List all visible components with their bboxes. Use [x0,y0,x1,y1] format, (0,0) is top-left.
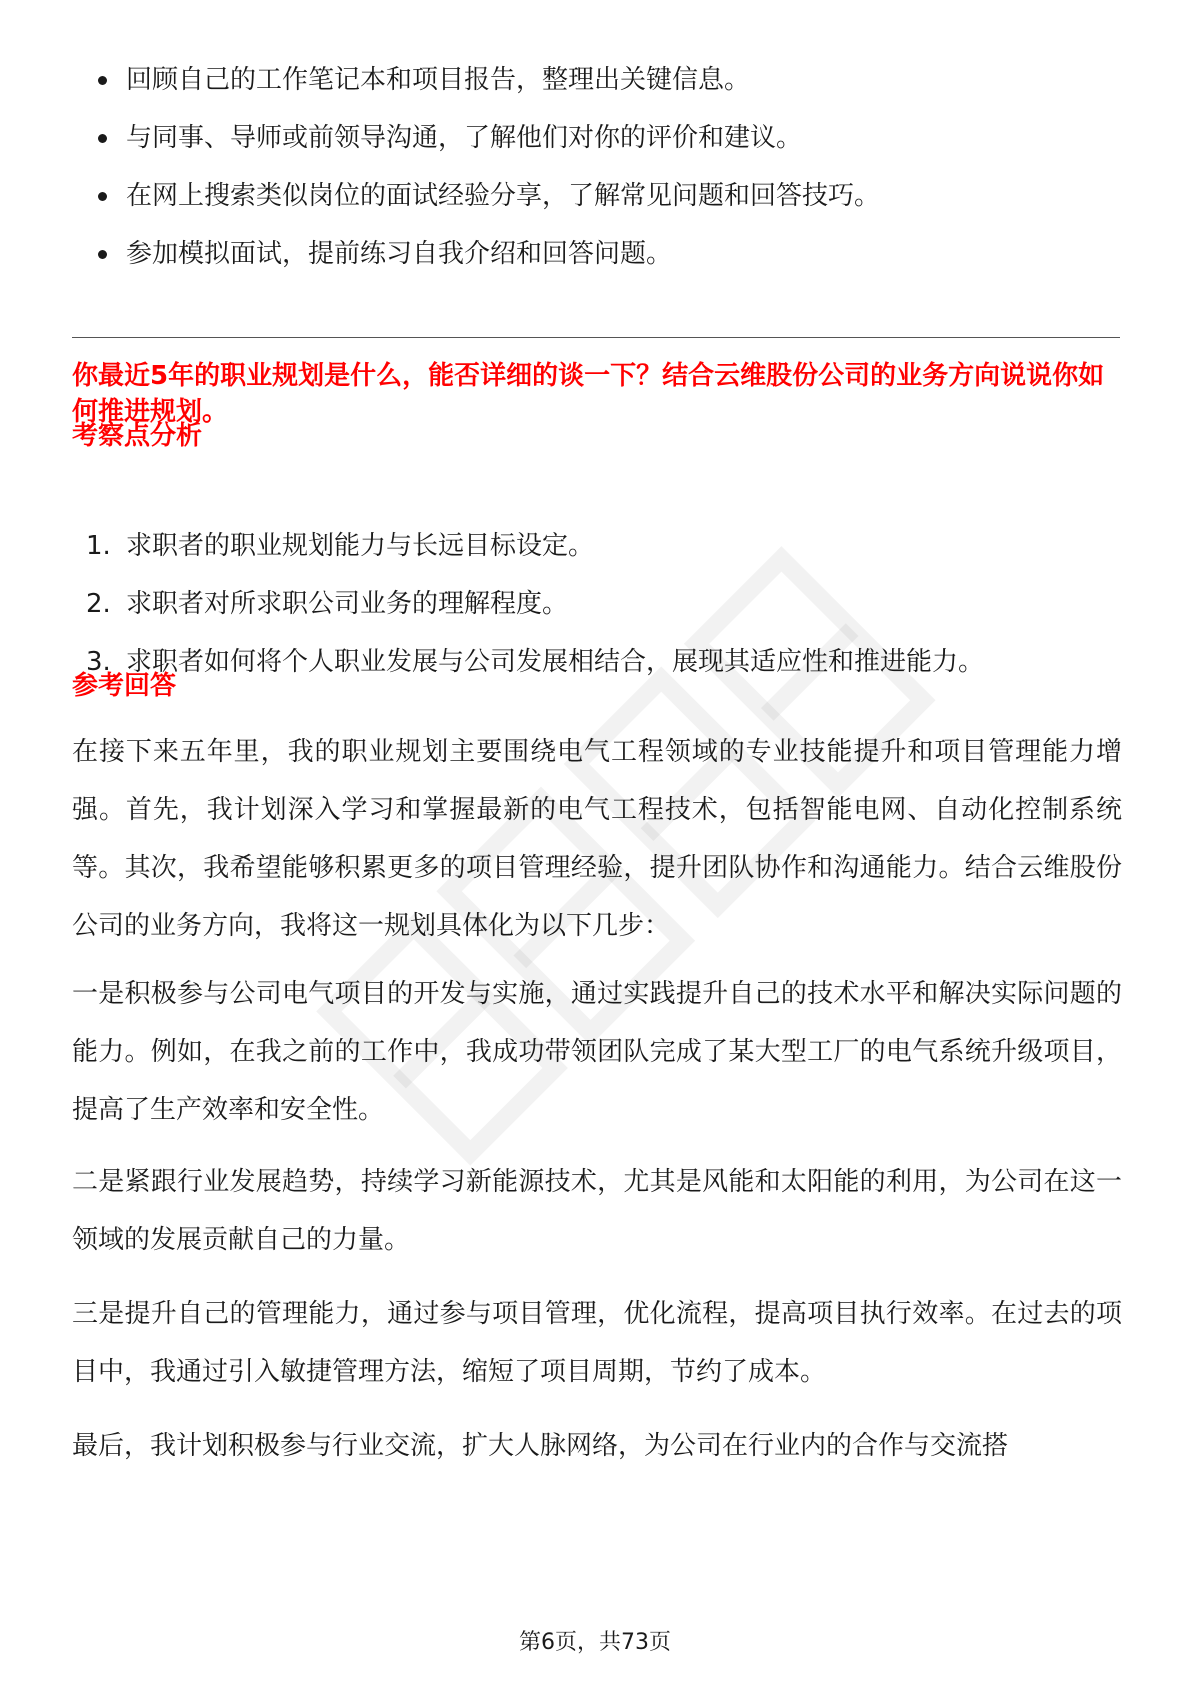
list-item [72,528,1122,564]
answer-paragraph: 一是积极参与公司电气项目的开发与实施，通过实践提升自己的技术水平和解决实际问题的能力。例如，在我之前的工作中，我成功带领团队完成了某大型工厂的电气系统升级项目，提高了生产效率和安全性。 [72,979,1122,1125]
analysis-list [72,528,1122,702]
answer-title: 参考回答 [72,671,177,701]
answer-paragraph: 最后，我计划积极参与行业交流，扩大人脉网络，为公司在行业内的合作与交流搭 [72,1431,1009,1461]
page-number: 第6页，共73页 [519,1630,671,1655]
list-item: 回顾自己的工作笔记本和项目报告，整理出关键信息。 [92,62,1112,98]
question-heading: 你最近5年的职业规划是什么，能否详细的谈一下？结合云维股份公司的业务方向说说你如何推进规划。 [72,361,1105,427]
section-divider [72,337,1120,338]
list-text: 求职者如何将个人职业发展与公司发展相结合，展现其适应性和推进能力。 [126,647,985,677]
list-item: 与同事、导师或前领导沟通，了解他们对你的评价和建议。 [92,120,1112,156]
list-text: 求职者对所求职公司业务的理解程度。 [126,589,569,619]
list-item: 参加模拟面试，提前练习自我介绍和回答问题。 [92,236,1112,272]
list-item: 在网上搜索类似岗位的面试经验分享，了解常见问题和回答技巧。 [92,178,1112,214]
list-number: 1. [86,531,111,561]
list-number: 2. [86,589,111,619]
list-text: 求职者的职业规划能力与长远目标设定。 [126,531,595,561]
analysis-title: 考察点分析 [72,421,203,451]
list-number: 3. [86,647,111,677]
answer-paragraph: 二是紧跟行业发展趋势，持续学习新能源技术，尤其是风能和太阳能的利用，为公司在这一领域的发展贡献自己的力量。 [72,1167,1122,1255]
answer-paragraph: 在接下来五年里，我的职业规划主要围绕电气工程领域的专业技能提升和项目管理能力增强。首先，我计划深入学习和掌握最新的电气工程技术，包括智能电网、自动化控制系统等。其次，我希望能够积累更多的项目管理经验，提升团队协作和沟通能力。结合云维股份公司的业务方向，我将这一规划具体化为以下几步： [72,737,1122,941]
answer-paragraph: 三是提升自己的管理能力，通过参与项目管理，优化流程，提高项目执行效率。在过去的项目中，我通过引入敏捷管理方法，缩短了项目周期，节约了成本。 [72,1299,1122,1387]
list-item [72,586,1122,622]
list-item [72,644,1122,680]
tips-bullet-list [92,62,1112,294]
